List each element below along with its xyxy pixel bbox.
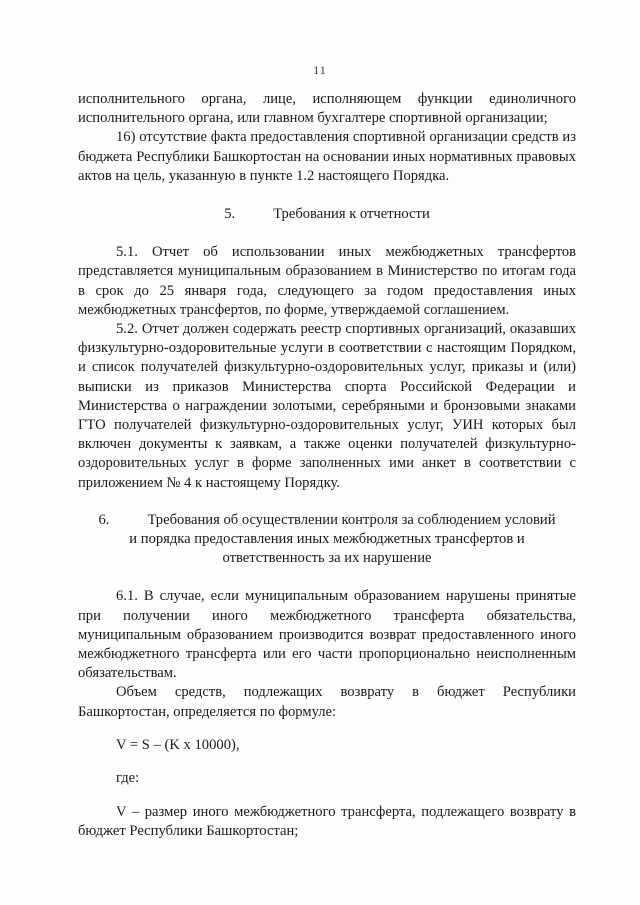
section-5-title: Требования к отчетности: [273, 206, 430, 223]
paragraph-5-1: 5.1. Отчет об использовании иных межбюджетных трансфертов представляется муниципальным образованием в Министерство по итогам года в срок до 25 января года, следующего за годом предоставления иных межбюджетных трансфертов, по форме, утверждаемой соглашением.: [78, 244, 576, 318]
document-body: [78, 90, 576, 841]
section-6-title-line-2: и порядка предоставления иных межбюджетных трансфертов и: [129, 531, 525, 548]
paragraph-5-2: 5.2. Отчет должен содержать реестр спортивных организаций, оказавших физкультурно-оздоровительные услуги в соответствии с настоящим Порядком, и список получателей физкультурно-оздоровительных услуг, приказы и (или) выписки из приказов Министерства спорта Российской Федерации и Министерства о награждении золотыми, серебряными и бронзовыми знаками ГТО получателей физкультурно-оздоровительных услуг, УИН которых был включен документы к заявкам, а также оценки получателей физкультурно-оздоровительных услуг в форме заполненных ими анкет в соответствии с приложением № 4 к настоящему Порядку.: [78, 321, 576, 491]
page-number: 11: [313, 63, 327, 77]
section-6-title-text-1: Требования об осуществлении контроля за соблюдением условий: [147, 511, 556, 528]
paragraph-6-1: 6.1. В случае, если муниципальным образованием нарушены принятые при получении иного межбюджетного трансферта обязательства, муниципальным образованием производится возврат предоставленного иного межбюджетного трансферта или его части пропорционально неисполненным обязательствам.: [78, 588, 576, 682]
paragraph-item-16: 16) отсутствие факта предоставления спортивной организации средств из бюджета Республики Башкортостан на основании иных нормативных правовых актов на цель, указанную в пункте 1.2 настоящего Порядка.: [78, 129, 576, 184]
section-6-number: 6.: [98, 511, 110, 528]
where-label: где:: [116, 770, 140, 787]
section-5-number: 5.: [224, 206, 236, 223]
paragraph-volume: Объем средств, подлежащих возврату в бюджет Республики Башкортостан, определяется по формуле:: [78, 684, 576, 720]
section-6-heading: [78, 511, 576, 569]
section-6-title-line-1: [78, 511, 576, 530]
paragraph-v-definition: V – размер иного межбюджетного трансферта, подлежащего возврату в бюджет Республики Башкортостан;: [78, 803, 576, 840]
section-6-title-line-3: ответственность за их нарушение: [222, 550, 432, 567]
paragraph-continuation: исполнительного органа, лице, исполняющем функции единоличного исполнительного органа, или главном бухгалтере спортивной организации;: [78, 91, 576, 127]
section-5-heading: [78, 205, 576, 224]
formula: V = S – (K x 10000),: [116, 736, 240, 753]
